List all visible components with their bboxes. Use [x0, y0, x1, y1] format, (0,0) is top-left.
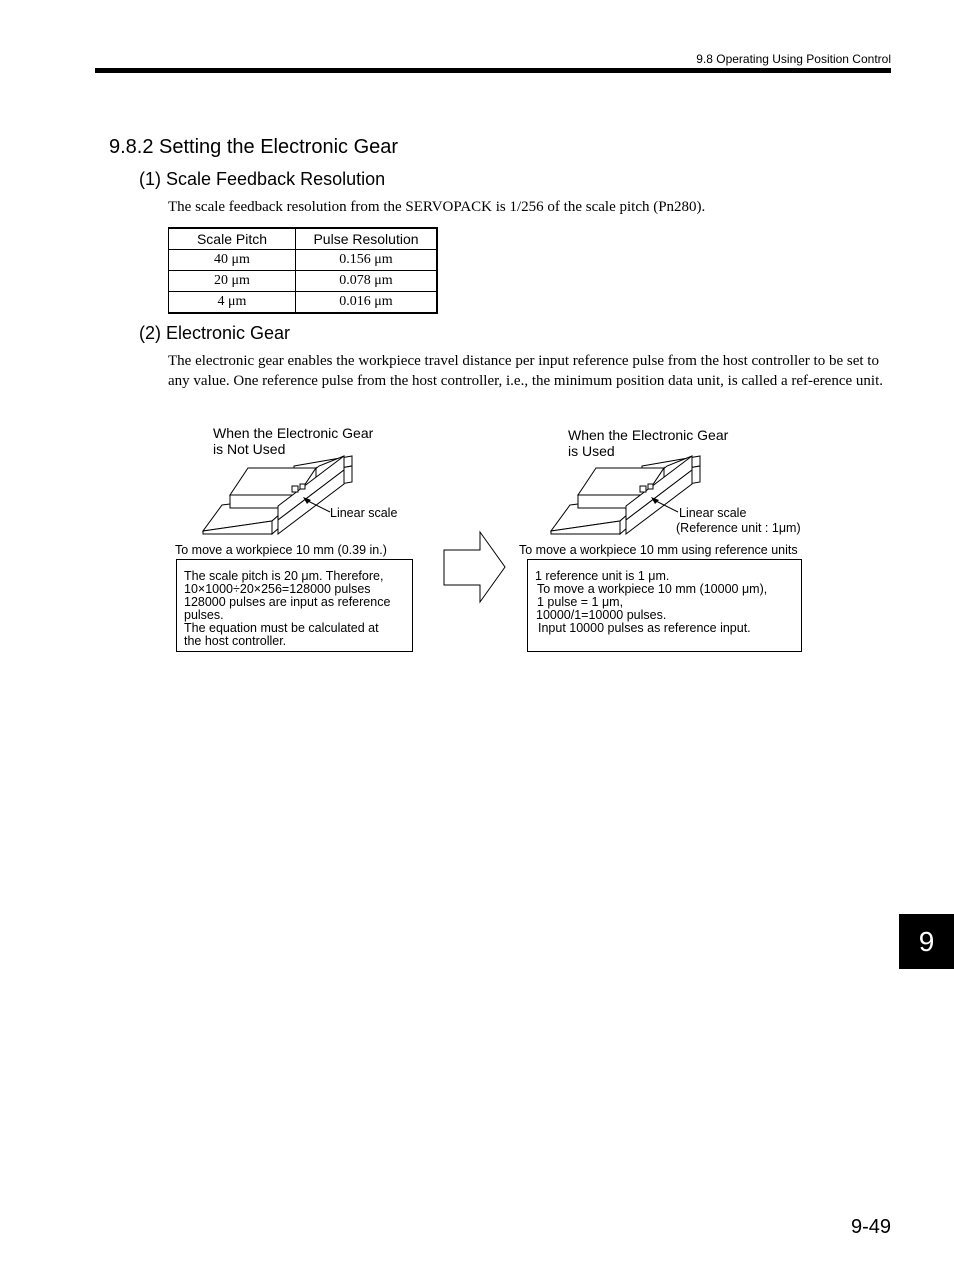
- table-cell: 4 μm: [169, 292, 296, 314]
- running-header: 9.8 Operating Using Position Control: [696, 52, 891, 66]
- diagram-title-line: is Used: [568, 443, 615, 459]
- linear-scale-illustration-left: [203, 456, 352, 534]
- table-cell: 40 μm: [169, 250, 296, 271]
- box-line: The equation must be calculated at: [184, 621, 379, 635]
- diagram-title-left: [213, 425, 373, 457]
- table-cell: 0.156 μm: [296, 250, 438, 271]
- box-line: Input 10000 pulses as reference input.: [538, 621, 751, 635]
- section-title: 9.8.2 Setting the Electronic Gear: [109, 136, 399, 158]
- scale-label-left: Linear scale: [330, 506, 398, 520]
- box-line: pulses.: [184, 608, 224, 622]
- table-cell: 0.016 μm: [296, 292, 438, 314]
- right-arrow-icon: [444, 532, 505, 602]
- chapter-tab: 9: [899, 914, 954, 969]
- explanation-box-left: [176, 559, 413, 652]
- diagram-caption-left: To move a workpiece 10 mm (0.39 in.): [175, 543, 387, 557]
- diagram-caption-right: To move a workpiece 10 mm using reference units: [519, 543, 798, 557]
- box-line: 1 pulse = 1 μm,: [537, 595, 624, 609]
- table-header-cell: Scale Pitch: [169, 228, 296, 250]
- subsection-title-electronic-gear: (2) Electronic Gear: [139, 323, 291, 343]
- diagram-title-line: When the Electronic Gear: [568, 427, 729, 443]
- scale-label-right: Linear scale: [679, 506, 747, 520]
- box-line: The scale pitch is 20 μm. Therefore,: [184, 569, 384, 583]
- box-line: 10×1000÷20×256=128000 pulses: [184, 582, 371, 596]
- box-line: 1 reference unit is 1 μm.: [535, 569, 670, 583]
- box-line: To move a workpiece 10 mm (10000 μm),: [537, 582, 768, 596]
- diagram-title-line: is Not Used: [213, 441, 286, 457]
- table-cell: 20 μm: [169, 271, 296, 292]
- diagram-title-line: When the Electronic Gear: [213, 425, 374, 441]
- box-line: 10000/1=10000 pulses.: [536, 608, 667, 622]
- subsection-text-electronic-gear: The electronic gear enables the workpiece travel distance per input reference pulse from the host controller to be set to any value. One reference pulse from the host controller, i.e., the minimum position data unit, is called a ref-erence unit.: [168, 353, 883, 389]
- subsection-title-scale-feedback: (1) Scale Feedback Resolution: [139, 169, 386, 189]
- box-line: the host controller.: [184, 634, 287, 648]
- table-header-cell: Pulse Resolution: [296, 228, 438, 250]
- table-cell: 0.078 μm: [296, 271, 438, 292]
- page-number: 9-49: [850, 1216, 891, 1238]
- subsection-text-scale-feedback: The scale feedback resolution from the SERVOPACK is 1/256 of the scale pitch (Pn280).: [168, 199, 706, 215]
- diagram-title-right: [568, 427, 728, 459]
- scale-note-right: (Reference unit : 1μm): [676, 521, 801, 535]
- box-line: 128000 pulses are input as reference: [184, 595, 391, 609]
- explanation-box-right: [527, 559, 802, 652]
